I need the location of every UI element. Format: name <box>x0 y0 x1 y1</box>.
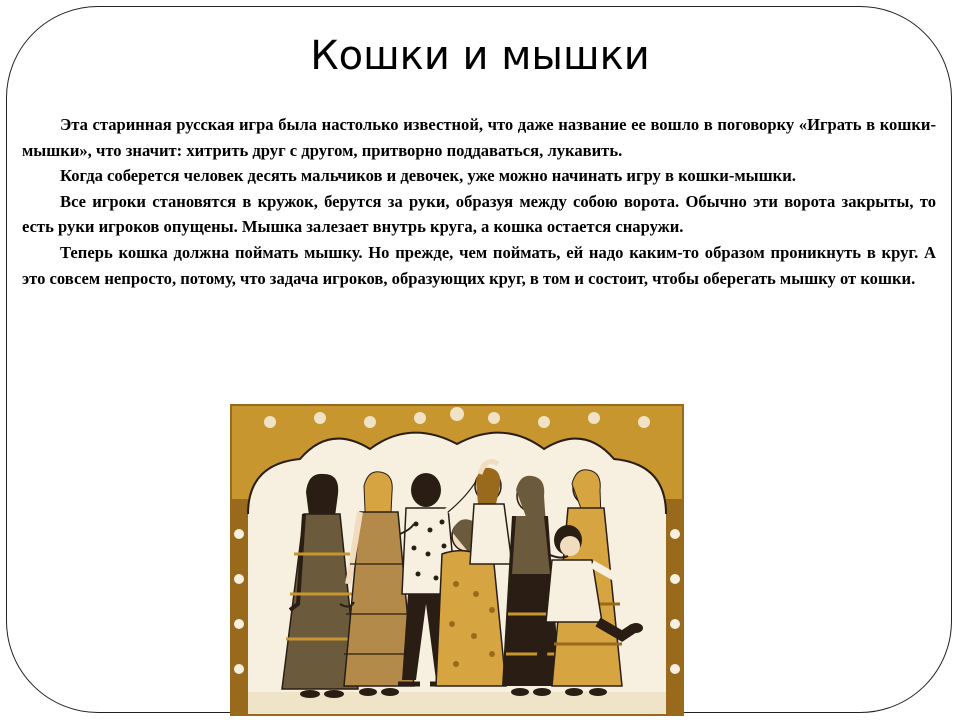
slide-title: Кошки и мышки <box>310 33 650 79</box>
paragraph-1: Эта старинная русская игра была настолько известной, что даже название ее вошло в поговорку «Играть в кошки-мышки», что значит: хитрить друг с другом, притворно поддаваться, лукавить. <box>22 115 936 160</box>
paragraph-2: Когда соберется человек десять мальчиков и девочек, уже можно начинать игру в кошки-мышки. <box>60 166 796 186</box>
paragraph-4: Теперь кошка должна поймать мышку. Но прежде, чем поймать, ей надо каким-то образом проникнуть в круг. А это совсем непросто, потому, что задача игроков, образующих круг, в том и состоит, чтобы оберегать мышку от кошки. <box>22 242 936 288</box>
children-playing-circle-game-illustration <box>230 404 684 716</box>
paragraph-3: Все игроки становятся в кружок, берутся за руки, образуя между собою ворота. Обычно эти ворота закрыты, то есть руки игроков опущены. Мышка залезает внутрь круга, а кошка остается снаружи. <box>22 191 936 237</box>
body-text <box>22 112 936 291</box>
